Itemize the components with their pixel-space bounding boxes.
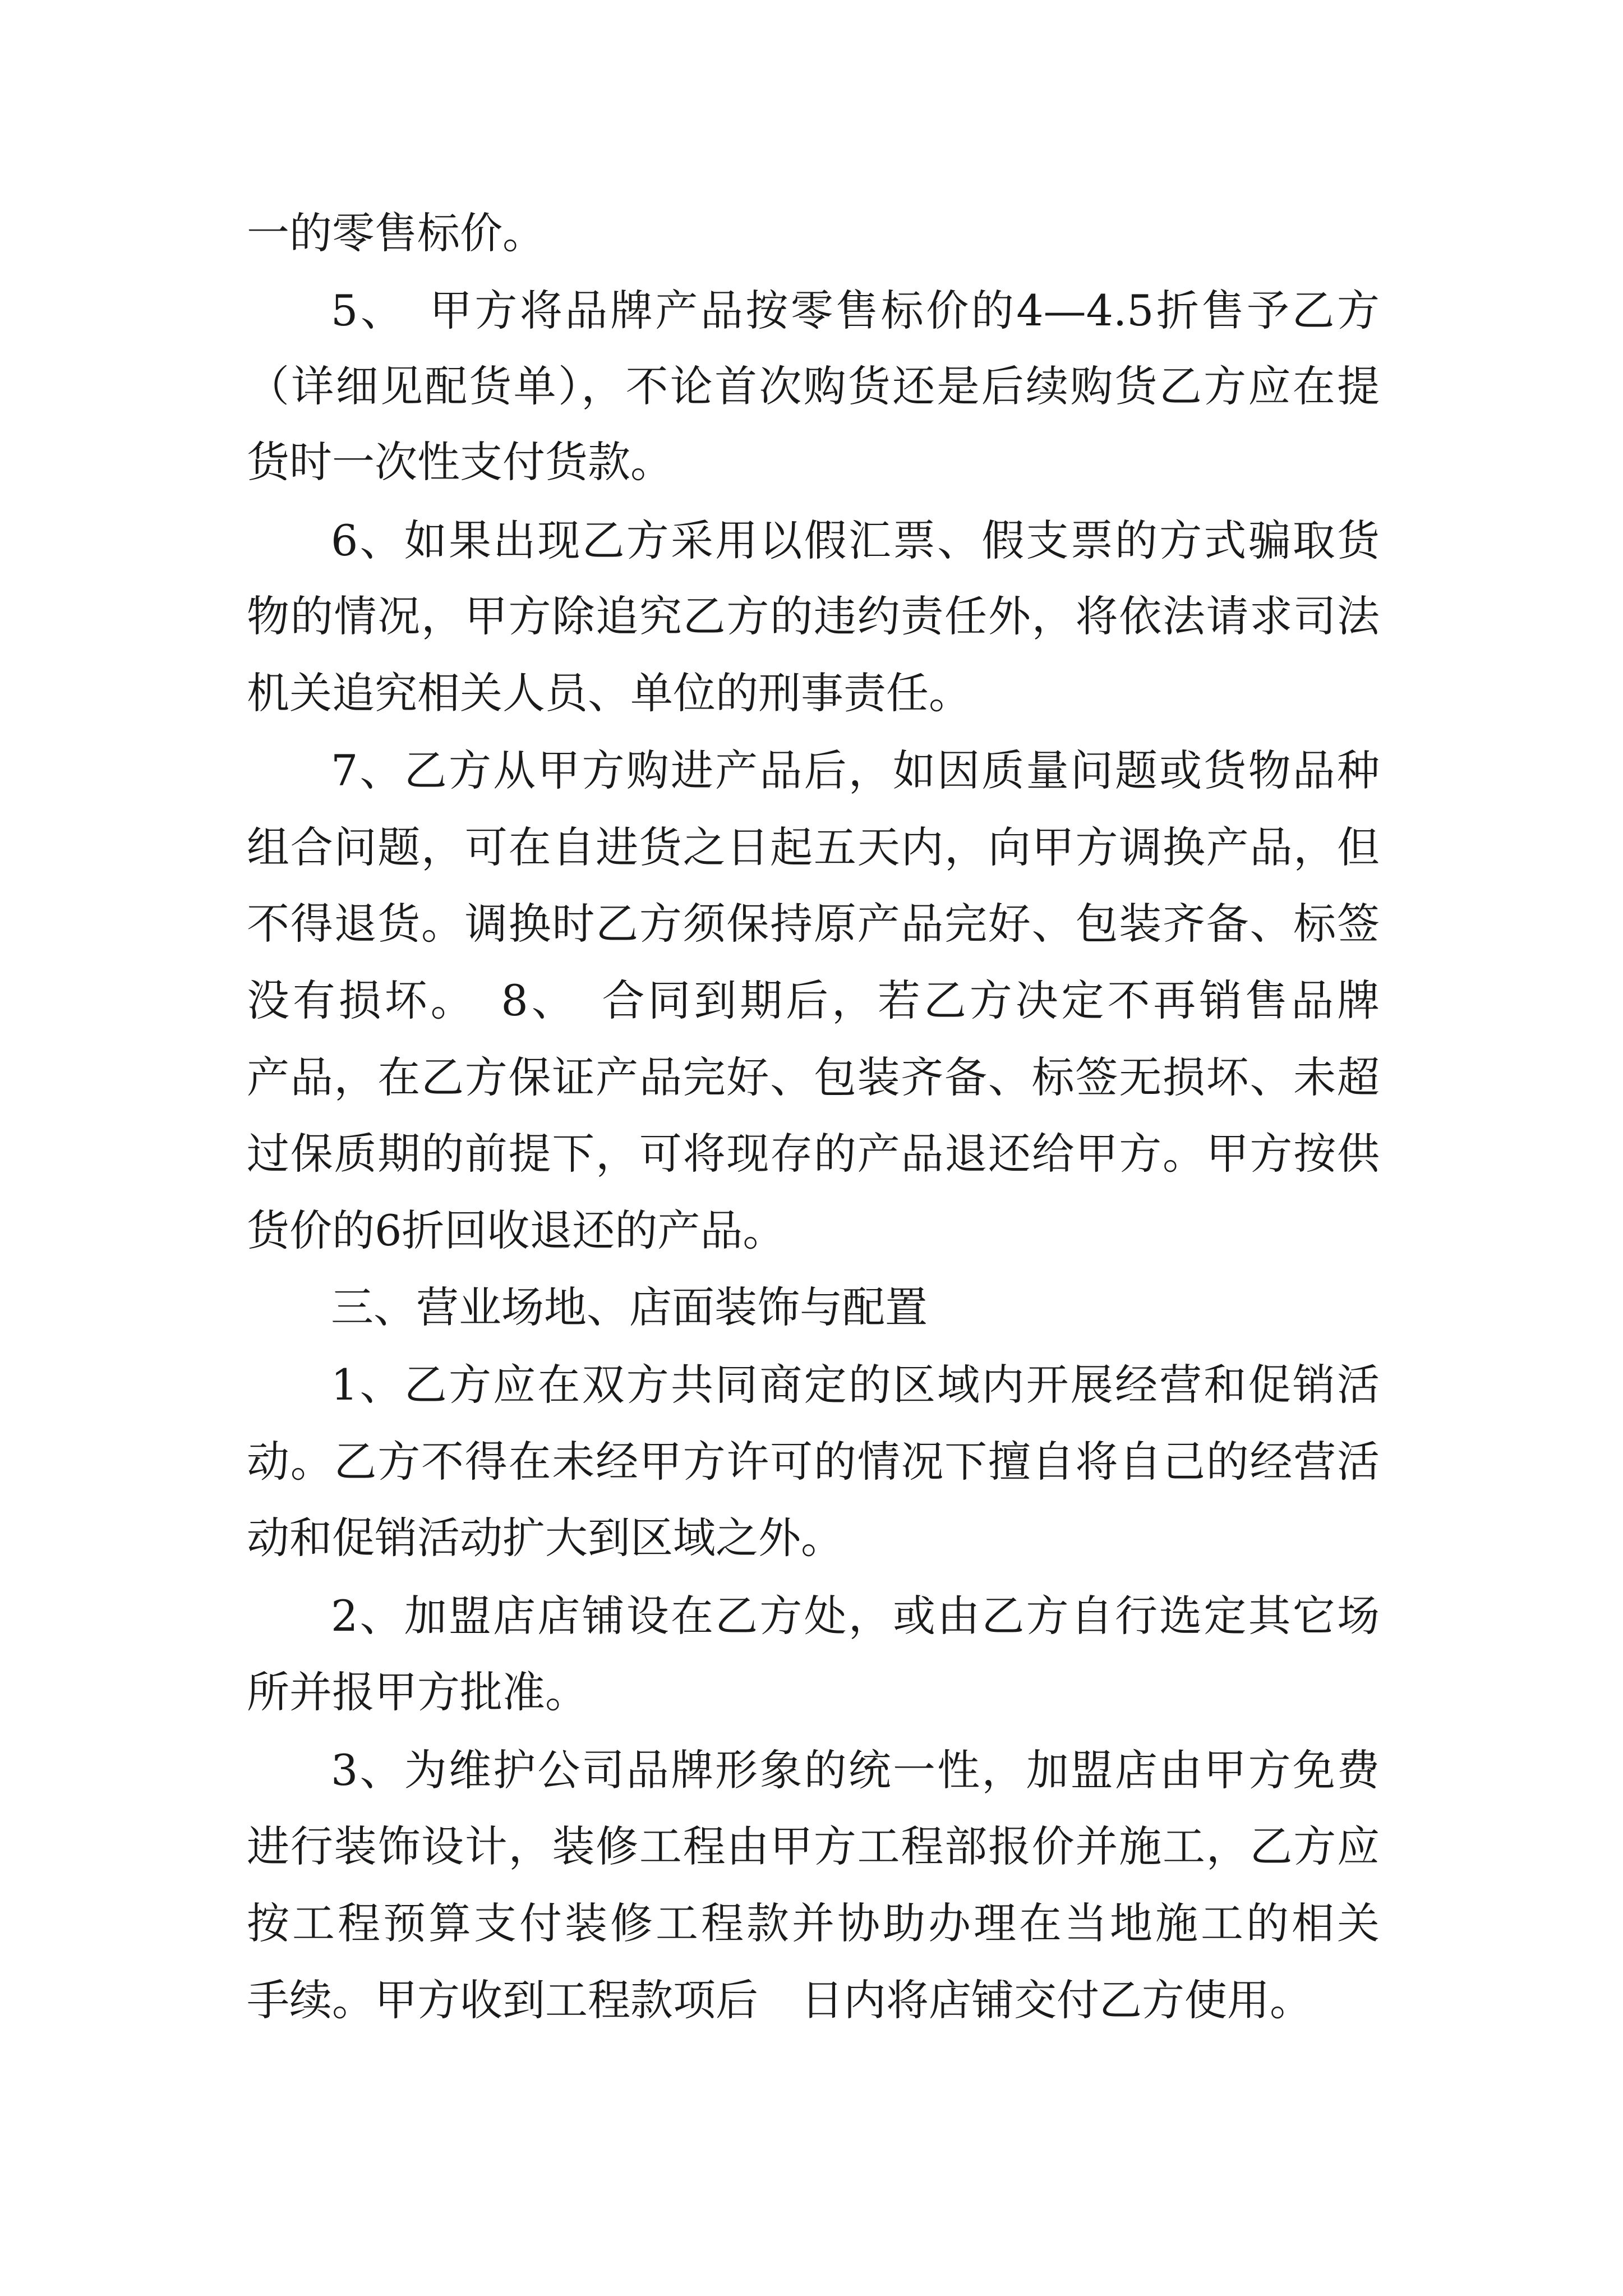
text-line: 进行装饰设计，装修工程由甲方工程部报价并施工，乙方应 (247, 1821, 1380, 1871)
text-line: 货价的6折回收退还的产品。 (247, 1205, 786, 1255)
text-line: 动。乙方不得在未经甲方许可的情况下擅自将自己的经营活 (247, 1437, 1380, 1487)
text-line: 一的零售标价。 (247, 208, 545, 258)
section-3-clause-2-line: 2、加盟店店铺设在乙方处，或由乙方自行选定其它场 (331, 1591, 1380, 1641)
clause-7-line: 7、乙方从甲方购进产品后，如因质量问题或货物品种 (331, 746, 1380, 795)
text-line: 机关追究相关人员、单位的刑事责任。 (247, 668, 971, 718)
text-line: 没有损坏。 8、 合同到期后，若乙方决定不再销售品牌 (247, 976, 1380, 1025)
text-line: 物的情况，甲方除追究乙方的违约责任外，将依法请求司法 (247, 591, 1380, 641)
text-line: （详细见配货单），不论首次购货还是后续购货乙方应在提 (247, 361, 1380, 411)
text-line: 所并报甲方批准。 (247, 1667, 588, 1717)
text-line: 组合问题，可在自进货之日起五天内，向甲方调换产品，但 (247, 822, 1380, 872)
text-line: 过保质期的前提下，可将现存的产品退还给甲方。甲方按供 (247, 1129, 1380, 1179)
text-line: 手续。甲方收到工程款项后 日内将店铺交付乙方使用。 (247, 1975, 1312, 2025)
section-heading: 三、营业场地、店面装饰与配置 (331, 1282, 928, 1332)
text-line: 产品，在乙方保证产品完好、包装齐备、标签无损坏、未超 (247, 1052, 1380, 1102)
clause-5-line: 5、 甲方将品牌产品按零售标价的4—4.5折售予乙方 (331, 286, 1380, 335)
clause-6-line: 6、如果出现乙方采用以假汇票、假支票的方式骗取货 (331, 516, 1380, 565)
text-line: 按工程预算支付装修工程款并协助办理在当地施工的相关 (247, 1898, 1380, 1948)
text-line: 货时一次性支付货款。 (247, 437, 673, 487)
text-line: 动和促销活动扩大到区域之外。 (247, 1513, 843, 1563)
section-3-clause-1-line: 1、乙方应在双方共同商定的区域内开展经营和促销活 (331, 1360, 1380, 1410)
section-3-clause-3-line: 3、为维护公司品牌形象的统一性，加盟店由甲方免费 (331, 1745, 1380, 1795)
text-line: 不得退货。调换时乙方须保持原产品完好、包装齐备、标签 (247, 899, 1380, 949)
